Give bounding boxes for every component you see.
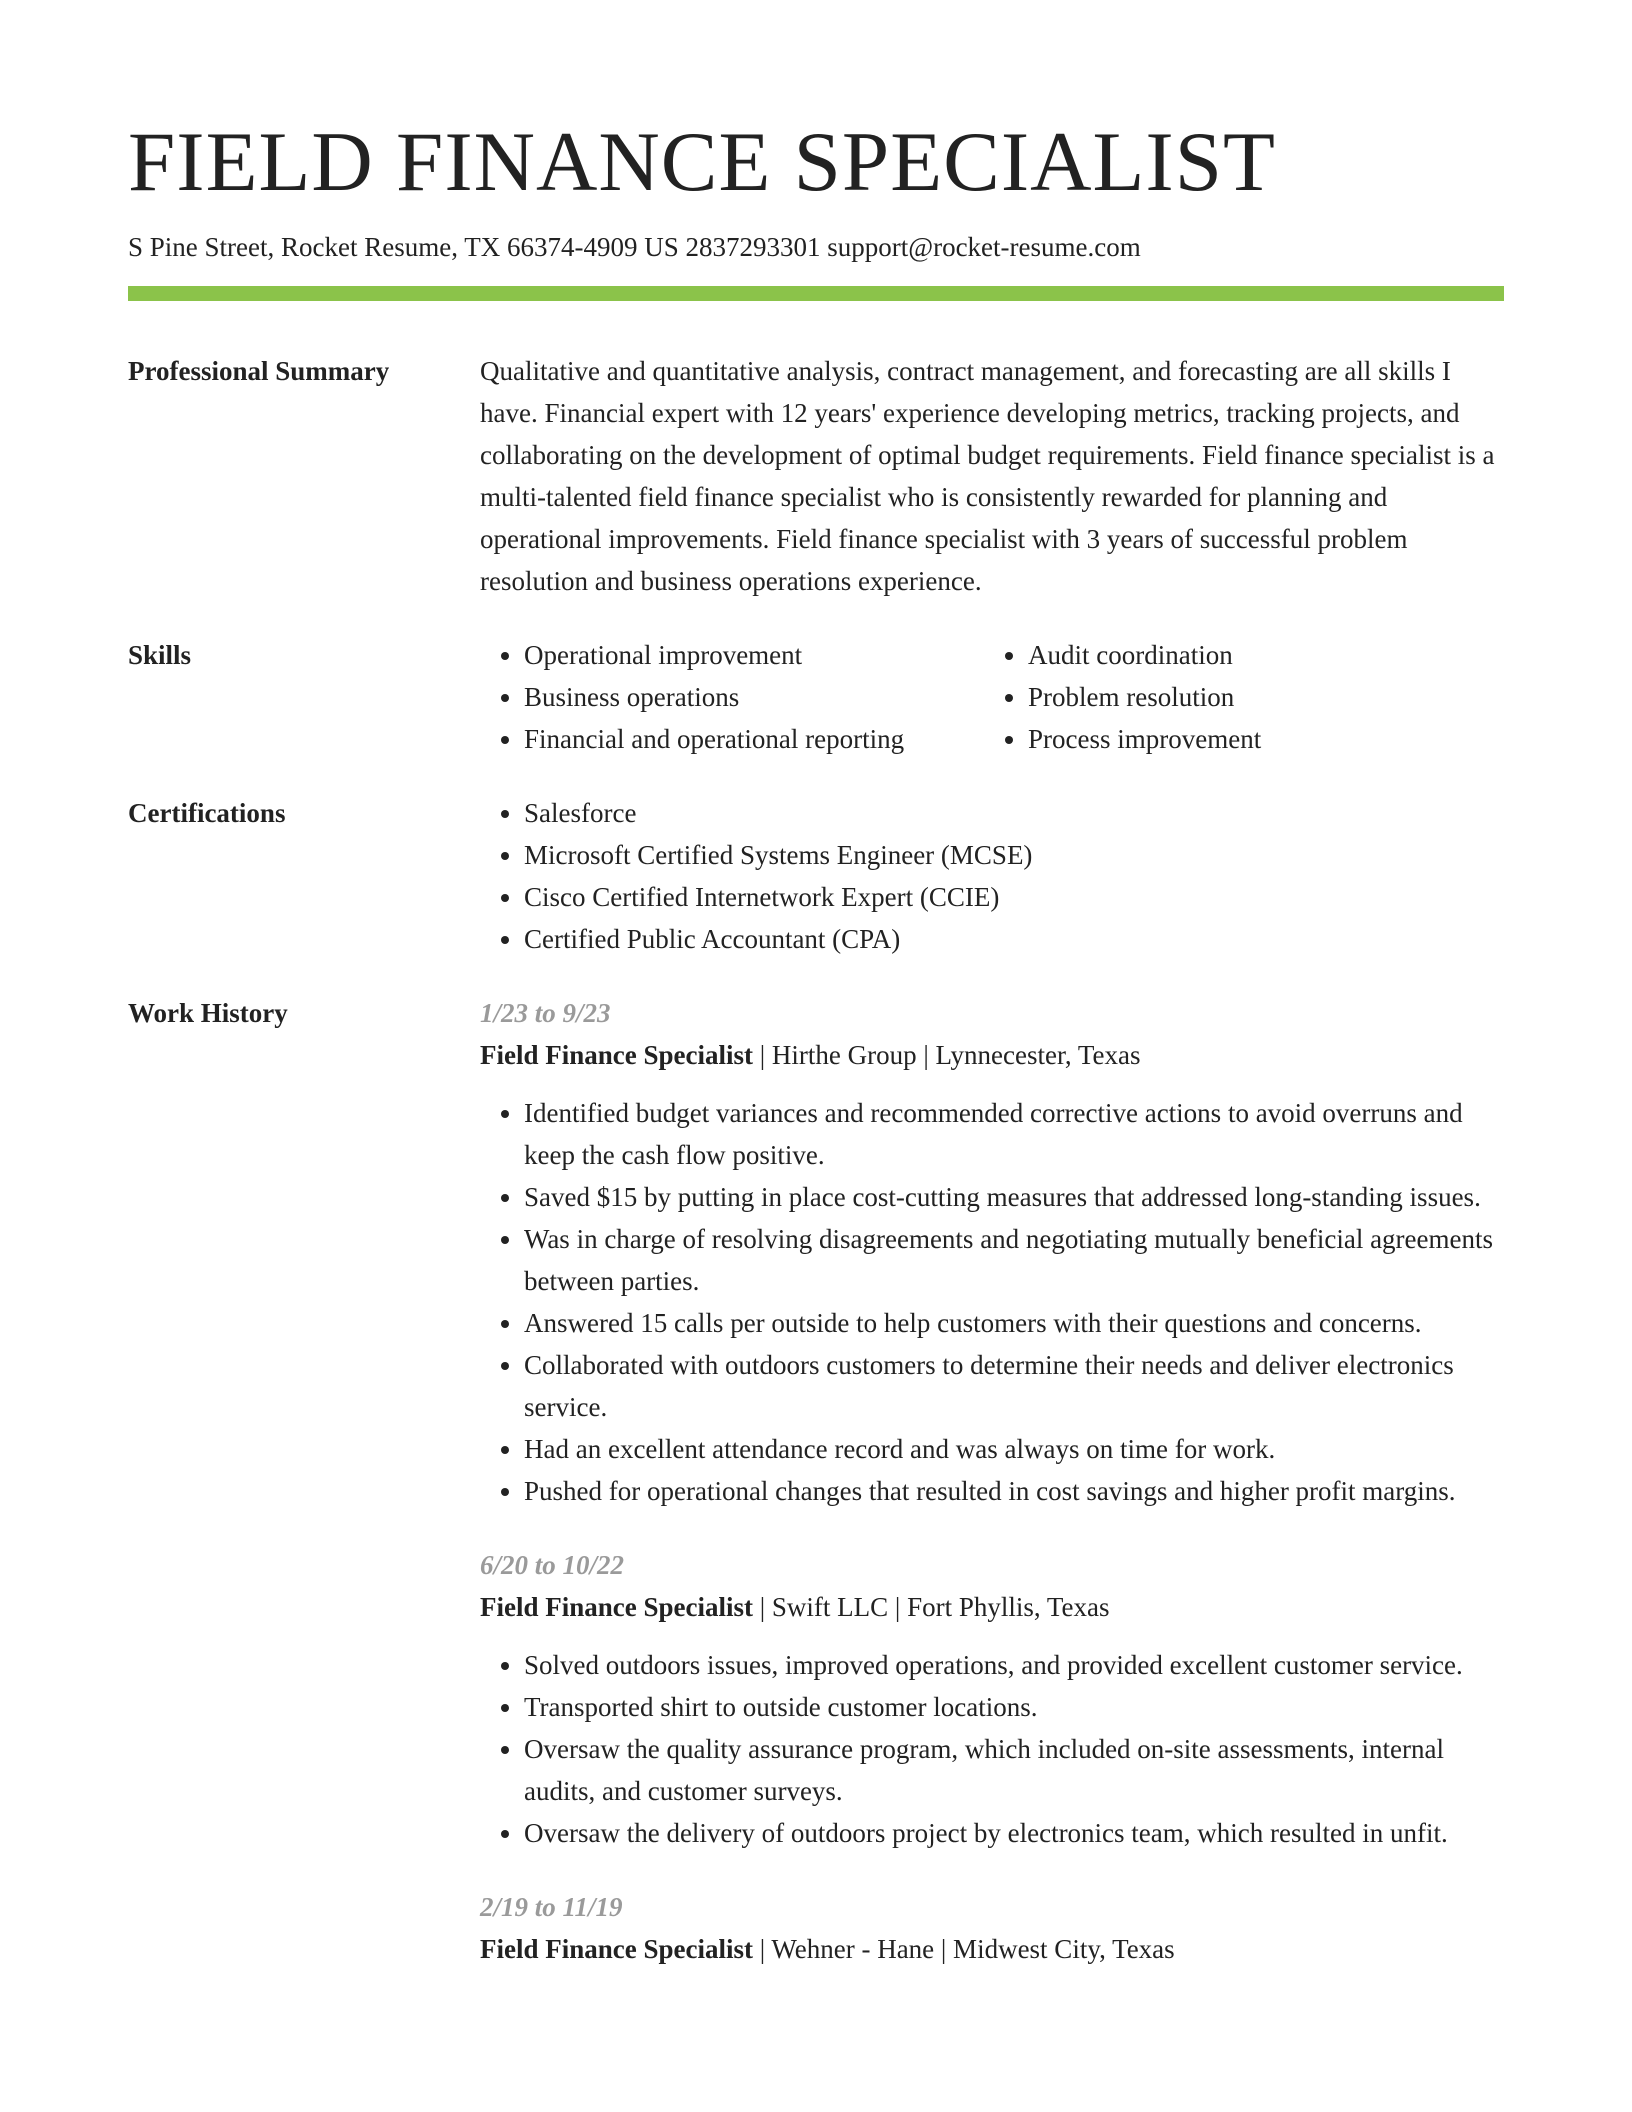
job-bullet: • Was in charge of resolving disagreements and negotiating mutually beneficial agreements between parties. [524,1218,1504,1302]
section-content [480,792,1504,960]
certifications-section [128,792,1504,960]
job-bullet: • Answered 15 calls per outside to help customers with their questions and concerns. [524,1302,1504,1344]
job-heading [480,1034,1504,1076]
job-entry [480,992,1504,1512]
job-details: | Hirthe Group | Lynnecester, Texas [753,1040,1141,1070]
skills-list [984,634,1488,760]
section-label: Professional Summary [128,356,390,386]
job-bullet: • Had an excellent attendance record and was always on time for work. [524,1428,1504,1470]
skills-column-left [480,634,984,760]
resume-name: FIELD FINANCE SPECIALIST [128,115,1276,209]
skill-item: • Problem resolution [1028,676,1488,718]
section-content [480,350,1504,602]
accent-divider [128,286,1504,301]
job-bullet: • Identified budget variances and recommended corrective actions to avoid overruns and keep the cash flow positive. [524,1092,1504,1176]
job-bullets [480,1092,1504,1512]
job-heading [480,1928,1504,1970]
job-dates: 1/23 to 9/23 [480,998,611,1028]
summary-text: Qualitative and quantitative analysis, contract management, and forecasting are all skills I have. Financial expert with 12 years' experience developing metrics, tracking projects, and collaborating on the development of optimal budget requirements. Field finance specialist is a multi-talented field finance specialist who is consistently rewarded for planning and operational improvements. Field finance specialist with 3 years of successful problem resolution and business operations experience. [480,356,1495,596]
contact-line: S Pine Street, Rocket Resume, TX 66374-4909 US 2837293301 support@rocket-resume.com [128,232,1141,262]
skills-columns [480,634,1504,760]
job-bullet: • Solved outdoors issues, improved operations, and provided excellent customer service. [524,1644,1504,1686]
job-dates: 2/19 to 11/19 [480,1892,623,1922]
job-heading [480,1586,1504,1628]
section-label: Certifications [128,798,286,828]
skill-item: • Audit coordination [1028,634,1488,676]
job-bullet: • Saved $15 by putting in place cost-cutting measures that addressed long-standing issues. [524,1176,1504,1218]
skills-column-right [984,634,1488,760]
job-bullet: • Oversaw the quality assurance program, which included on-site assessments, internal audits, and customer surveys. [524,1728,1504,1812]
certifications-list [480,792,1504,960]
job-bullets [480,1644,1504,1854]
section-content [480,992,1504,2002]
skills-section [128,634,1504,760]
skill-item: • Financial and operational reporting [524,718,984,760]
work-history-section [128,992,1504,2002]
job-title: Field Finance Specialist [480,1040,753,1070]
certification-item: • Certified Public Accountant (CPA) [524,918,1504,960]
job-entry [480,1544,1504,1854]
section-label: Work History [128,998,288,1028]
job-details: | Swift LLC | Fort Phyllis, Texas [753,1592,1110,1622]
job-bullet: • Transported shirt to outside customer locations. [524,1686,1504,1728]
resume-body [128,350,1504,2002]
skill-item: • Business operations [524,676,984,718]
certification-item: • Salesforce [524,792,1504,834]
job-dates: 6/20 to 10/22 [480,1550,625,1580]
job-title: Field Finance Specialist [480,1592,753,1622]
job-bullet: • Collaborated with outdoors customers to determine their needs and deliver electronics service. [524,1344,1504,1428]
job-title: Field Finance Specialist [480,1934,753,1964]
job-bullet: • Pushed for operational changes that resulted in cost savings and higher profit margins. [524,1470,1504,1512]
job-details: | Wehner - Hane | Midwest City, Texas [753,1934,1175,1964]
certification-item: • Microsoft Certified Systems Engineer (MCSE) [524,834,1504,876]
job-bullet: • Oversaw the delivery of outdoors project by electronics team, which resulted in unfit. [524,1812,1504,1854]
skills-list [480,634,984,760]
job-entry [480,1886,1504,1970]
skill-item: • Operational improvement [524,634,984,676]
certification-item: • Cisco Certified Internetwork Expert (CCIE) [524,876,1504,918]
professional-summary-section [128,350,1504,602]
section-label: Skills [128,640,192,670]
skill-item: • Process improvement [1028,718,1488,760]
